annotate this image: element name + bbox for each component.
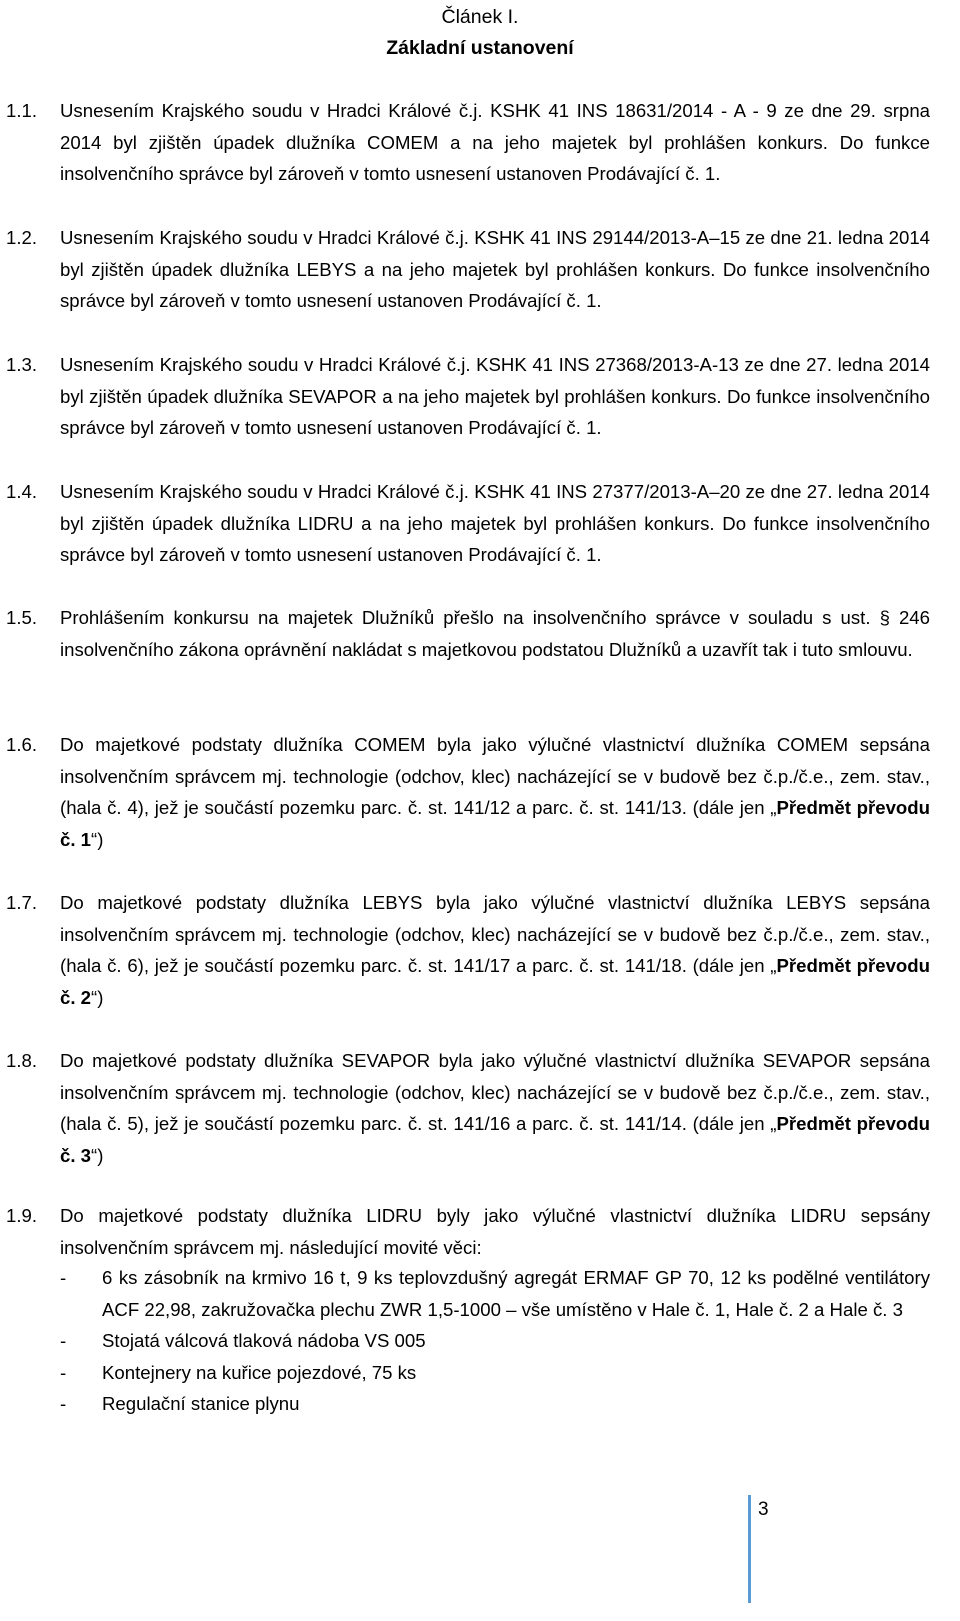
clause-1-6 — [6, 729, 930, 855]
clause-1-4 — [6, 476, 930, 571]
bullet-dash: - — [60, 1393, 67, 1414]
list-item — [60, 1262, 930, 1325]
list-item-text: 6 ks zásobník na krmivo 16 t, 9 ks teplovzdušný agregát ERMAF GP 70, 12 ks podělné ventilátory ACF 22,98, zakružovačka plechu ZWR 1,5-1000 – vše umístěno v Hale č. 1, Hale č. 2 a Hale č. 3 — [102, 1267, 930, 1320]
clause-text-body: Do majetkové podstaty dlužníka LEBYS byla jako výlučné vlastnictví dlužníka LEBYS sepsána insolvenčním správcem mj. technologie (odchov, klec) nacházející se v budově bez č.p./č.e., zem. stav., (hala č. 6), jež je součástí pozemku parc. č. st. 141/17 a parc. č. st. 141/18. (dále jen „ — [60, 892, 930, 976]
list-item-text: Kontejnery na kuřice pojezdové, 75 ks — [102, 1361, 417, 1383]
clause-text — [60, 1045, 930, 1171]
asset-list — [60, 1262, 930, 1420]
clause-1-5 — [6, 602, 930, 665]
clause-number: 1.3. — [6, 354, 38, 375]
list-item — [60, 1325, 930, 1357]
clause-text-body: Do majetkové podstaty dlužníka COMEM byla jako výlučné vlastnictví dlužníka COMEM sepsána insolvenčním správcem mj. technologie (odchov, klec) nacházející se v budově bez č.p./č.e., zem. stav., (hala č. 4), jež je součástí pozemku parc. č. st. 141/12 a parc. č. st. 141/13. (dále jen „ — [60, 734, 930, 818]
clause-text — [60, 729, 930, 855]
clause-number: 1.8. — [6, 1050, 38, 1071]
clause-number: 1.4. — [6, 481, 38, 502]
defined-term: Předmět převodu č. 2 — [60, 955, 930, 1008]
clause-1-8 — [6, 1045, 930, 1171]
clause-text: Usnesením Krajského soudu v Hradci Králové č.j. KSHK 41 INS 27368/2013-A-13 ze dne 27. ledna 2014 byl zjištěn úpadek dlužníka SEVAPOR a na jeho majetek byl prohlášen konkurs. Do funkce insolvenčního správce byl zároveň v tomto usnesení ustanoven Prodávající č. 1. — [60, 354, 930, 438]
article-number: Článek I. — [441, 6, 519, 28]
clause-1-1 — [6, 95, 930, 190]
clause-number: 1.6. — [6, 734, 38, 755]
footer-divider — [748, 1495, 751, 1603]
clause-number: 1.5. — [6, 607, 38, 628]
clause-1-2 — [6, 222, 930, 317]
list-item — [60, 1357, 930, 1389]
clause-1-3 — [6, 349, 930, 444]
clause-text: Usnesením Krajského soudu v Hradci Králové č.j. KSHK 41 INS 29144/2013-A–15 ze dne 21. ledna 2014 byl zjištěn úpadek dlužníka LEBYS a na jeho majetek byl prohlášen konkurs. Do funkce insolvenčního správce byl zároveň v tomto usnesení ustanoven Prodávající č. 1. — [60, 227, 930, 311]
list-item — [60, 1388, 930, 1420]
article-title: Základní ustanovení — [386, 37, 574, 59]
list-item-text: Stojatá válcová tlaková nádoba VS 005 — [102, 1330, 426, 1351]
clause-number: 1.9. — [6, 1205, 38, 1226]
list-item-text: Regulační stanice plynu — [102, 1393, 300, 1414]
clause-1-7 — [6, 887, 930, 1013]
bullet-dash: - — [60, 1267, 67, 1288]
clause-text-body: Do majetkové podstaty dlužníka SEVAPOR byla jako výlučné vlastnictví dlužníka SEVAPOR sepsána insolvenčním správcem mj. technologie (odchov, klec) nacházející se v budově bez č.p./č.e., zem. stav., (hala č. 5), jež je součástí pozemku parc. č. st. 141/16 a parc. č. st. 141/14. (dále jen „ — [60, 1050, 930, 1134]
bullet-dash: - — [60, 1361, 67, 1383]
clause-text — [60, 887, 930, 1013]
page-number: 3 — [758, 1499, 769, 1520]
defined-term: Předmět převodu č. 1 — [60, 797, 930, 850]
defined-term: Předmět převodu č. 3 — [60, 1113, 930, 1166]
clause-text: Usnesením Krajského soudu v Hradci Králové č.j. KSHK 41 INS 27377/2013-A–20 ze dne 27. ledna 2014 byl zjištěn úpadek dlužníka LIDRU a na jeho majetek byl prohlášen konkurs. Do funkce insolvenčního správce byl zároveň v tomto usnesení ustanoven Prodávající č. 1. — [60, 481, 930, 565]
clause-text-end: “) — [91, 986, 104, 1008]
clause-text: Prohlášením konkursu na majetek Dlužníků přešlo na insolvenčního správce v souladu s ust. § 246 insolvenčního zákona oprávnění nakládat s majetkovou podstatou Dlužníků a uzavřít tak i tuto smlouvu. — [60, 607, 930, 660]
clause-number: 1.7. — [6, 892, 38, 913]
clause-text-end: “) — [91, 828, 104, 850]
clause-number: 1.2. — [6, 227, 38, 248]
clause-text-end: “) — [91, 1144, 104, 1166]
clause-number: 1.1. — [6, 100, 38, 121]
clause-1-9 — [6, 1200, 930, 1263]
clause-text: Usnesením Krajského soudu v Hradci Králové č.j. KSHK 41 INS 18631/2014 - A - 9 ze dne 29. srpna 2014 byl zjištěn úpadek dlužníka COMEM a na jeho majetek byl prohlášen konkurs. Do funkce insolvenčního správce byl zároveň v tomto usnesení ustanoven Prodávající č. 1. — [60, 100, 930, 184]
clause-text: Do majetkové podstaty dlužníka LIDRU byly jako výlučné vlastnictví dlužníka LIDRU sepsány insolvenčním správcem mj. následující movité věci: — [60, 1205, 930, 1258]
bullet-dash: - — [60, 1330, 67, 1351]
